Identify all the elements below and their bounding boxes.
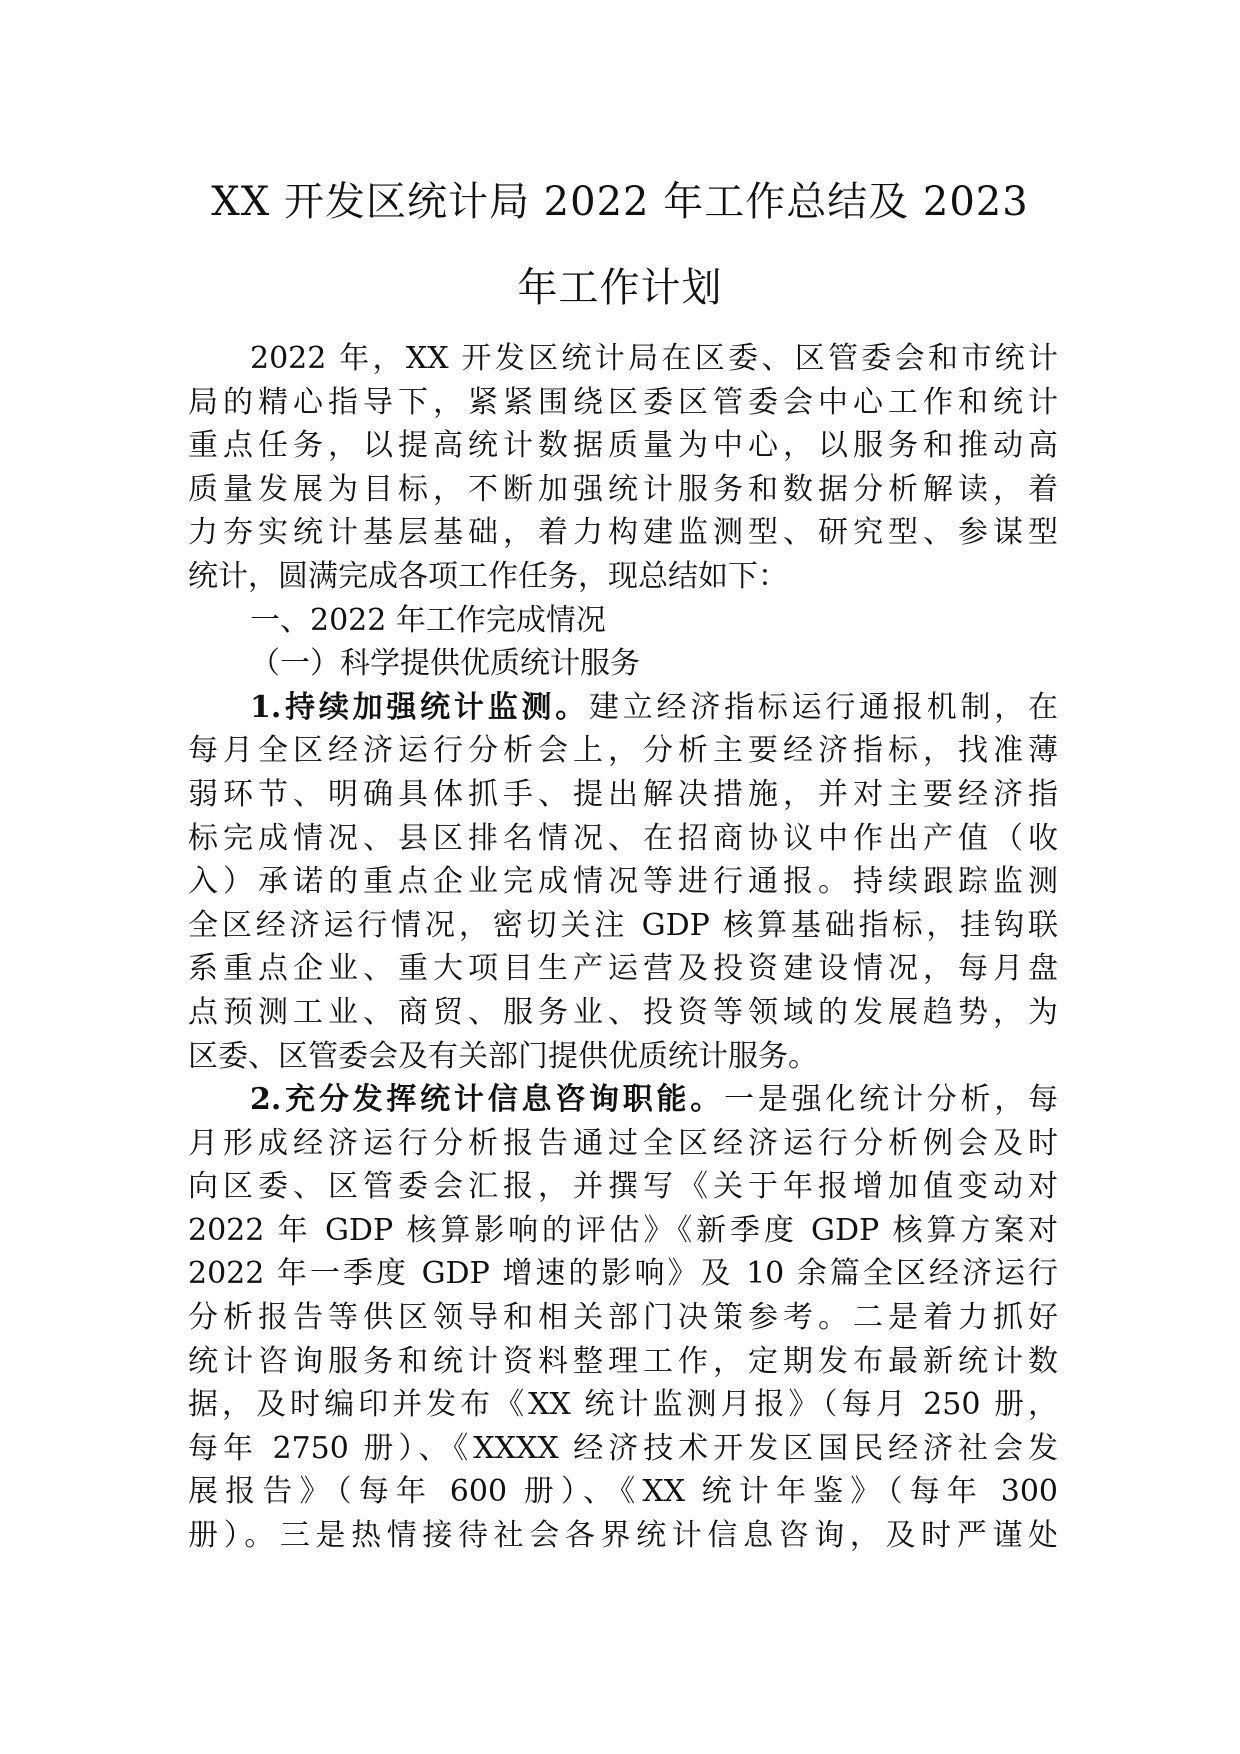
paragraph-line: 月形成经济运行分析报告通过全区经济运行分析例会及时 bbox=[188, 1125, 1058, 1161]
paragraph-line: 每年 2750 册）、《XXXX 经济技术开发区国民经济社会发 bbox=[188, 1430, 1058, 1466]
paragraph-line: 全区经济运行情况，密切关注 GDP 核算基础指标，挂钩联 bbox=[188, 907, 1058, 943]
paragraph-line: 2022 年，XX 开发区统计局在区委、区管委会和市统计 bbox=[250, 341, 1058, 376]
paragraph-line: 向区委、区管委会汇报，并撰写《关于年报增加值变动对 bbox=[188, 1169, 1058, 1205]
item-1-lead-rest: 建立经济指标运行通报机制，在 bbox=[589, 689, 1058, 725]
paragraph-line: 2022 年一季度 GDP 增速的影响》及 10 余篇全区经济运行 bbox=[188, 1256, 1058, 1292]
paragraph-line: 弱环节、明确具体抓手、提出解决措施，并对主要经济指 bbox=[188, 776, 1058, 812]
paragraph-line: 标完成情况、县区排名情况、在招商协议中作出产值（收 bbox=[188, 820, 1058, 856]
paragraph-line: 入）承诺的重点企业完成情况等进行通报。持续跟踪监测 bbox=[188, 864, 1058, 900]
paragraph-line: 展报告》（每年 600 册）、《XX 统计年鉴》（每年 300 bbox=[188, 1474, 1058, 1510]
paragraph-line: 2022 年 GDP 核算影响的评估》《新季度 GDP 核算方案对 bbox=[188, 1212, 1058, 1248]
paragraph-line: 局的精心指导下，紧紧围绕区委区管委会中心工作和统计 bbox=[188, 384, 1058, 420]
item-2-lead-rest: 一是强化统计分析，每 bbox=[724, 1082, 1058, 1118]
item-1-lead: 1.持续加强统计监测。 bbox=[250, 689, 590, 725]
item-2-first-line bbox=[188, 1078, 1058, 1122]
paragraph-line: 统计咨询服务和统计资料整理工作，定期发布最新统计数 bbox=[188, 1343, 1058, 1379]
paragraph-line: 每月全区经济运行分析会上，分析主要经济指标，找准薄 bbox=[188, 733, 1058, 769]
paragraph-line: 重点任务，以提高统计数据质量为中心，以服务和推动高 bbox=[188, 428, 1058, 464]
paragraph-line: 分析报告等供区领导和相关部门决策参考。二是着力抓好 bbox=[188, 1300, 1058, 1336]
paragraph-line: 据，及时编印并发布《XX 统计监测月报》（每月 250 册， bbox=[188, 1387, 1058, 1423]
paragraph-line: 系重点企业、重大项目生产运营及投资建设情况，每月盘 bbox=[188, 951, 1058, 987]
document-body bbox=[188, 337, 1058, 1558]
paragraph-line: 力夯实统计基层基础，着力构建监测型、研究型、参谋型 bbox=[188, 515, 1058, 551]
item-2-lead: 2.充分发挥统计信息咨询职能。 bbox=[250, 1082, 725, 1118]
item-1-first-line bbox=[188, 686, 1058, 730]
paragraph-line: 点预测工业、商贸、服务业、投资等领域的发展趋势，为 bbox=[188, 994, 1058, 1030]
document-title-line-2: 年工作计划 bbox=[517, 265, 723, 311]
paragraph-line: 册）。三是热情接待社会各界统计信息咨询，及时严谨处 bbox=[188, 1518, 1058, 1554]
section-heading: 一、2022 年工作完成情况 bbox=[250, 602, 606, 638]
paragraph-line: 质量发展为目标，不断加强统计服务和数据分析解读，着 bbox=[188, 471, 1058, 507]
paragraph-line: 区委、区管委会及有关部门提供优质统计服务。 bbox=[188, 1038, 818, 1074]
subsection-heading: （一）科学提供优质统计服务 bbox=[250, 646, 640, 682]
paragraph-line: 统计，圆满完成各项工作任务，现总结如下： bbox=[188, 558, 788, 594]
document-title-line-1: XX 开发区统计局 2022 年工作总结及 2023 bbox=[211, 179, 1029, 225]
